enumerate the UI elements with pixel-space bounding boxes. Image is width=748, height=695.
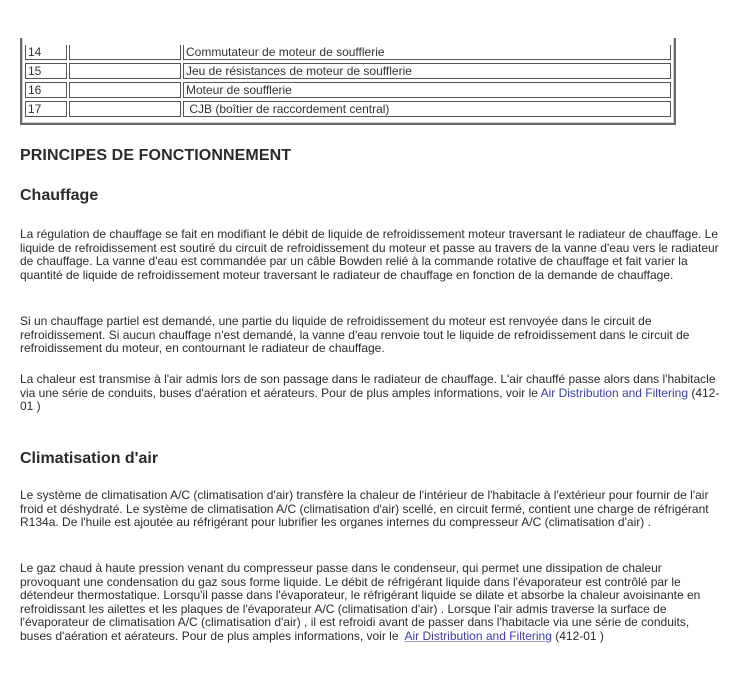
section-reference: (412-01 ) xyxy=(551,628,604,643)
part-number-cell: 14 xyxy=(25,45,67,60)
paragraph-text: Le gaz chaud à haute pression venant du compresseur passe dans le condenseur, qui permet une dissipation de chaleur provoquant une condensation du gaz sous forme liquide. Le débit de réfrigérant liquide dans l'évaporateur est contrôlé par le détendeur thermostatique. Lorsqu'il passe dans l'évaporateur, le réfrigérant liquide se dilate et absorbe la chaleur avoisinante en refroidissant les ailettes et les plaques de l'évaporateur A/C (climatisation d'air) . Lorsque l'air admis traverse la surface de l'évaporateur de climatisation A/C (climatisation d'air) , il est refroidi avant de passer dans l'habitacle via une série de conduits, buses d'aération et aérateurs. Pour de plus amples informations, voir le xyxy=(20,561,704,643)
part-ref-cell xyxy=(69,63,181,79)
air-distribution-link[interactable]: Air Distribution and Filtering xyxy=(404,628,552,643)
part-ref-cell xyxy=(69,101,181,117)
air-distribution-link[interactable]: Air Distribution and Filtering xyxy=(540,385,688,400)
table-row xyxy=(25,63,671,79)
part-number-cell: 15 xyxy=(25,63,67,79)
part-description-cell: Moteur de soufflerie xyxy=(183,82,671,98)
table-row xyxy=(25,82,671,98)
section-reference: (412-01 ) xyxy=(20,385,720,414)
part-number-cell: 17 xyxy=(25,101,67,117)
paragraph-text: La chaleur est transmise à l'air admis lors de son passage dans le radiateur de chauffage. L'air chauffé passe alors dans l'habitacle via une série de conduits, buses d'aération et aérateurs. Pour de plus amples informations, voir le xyxy=(20,372,716,400)
part-description-cell: Commutateur de moteur de soufflerie xyxy=(183,45,671,60)
part-number-cell: 16 xyxy=(25,82,67,98)
chauffage-paragraph-2: Si un chauffage partiel est demandé, une partie du liquide de refroidissement du moteur est renvoyée dans le circuit de refroidissement. Si aucun chauffage n'est demandé, la vanne d'eau renvoie tout le liquide de refroidissement dans le circuit de refroidissement du moteur, en contournant le radiateur de chauffage. xyxy=(20,314,690,356)
chauffage-paragraph-1: La régulation de chauffage se fait en modifiant le débit de liquide de refroidissement moteur traversant le radiateur de chauffage. Le liquide de refroidissement est soutiré du circuit de refroidissement du moteur et passe au travers de la vanne d'eau vers le radiateur de chauffage. La vanne d'eau est commandée par un câble Bowden relié à la commande rotative de chauffage et fait varier la quantité de liquide de refroidissement moteur traversant le radiateur de chauffage en fonction de la demande de chauffage. xyxy=(20,227,719,282)
parts-table xyxy=(23,42,673,120)
heading-chauffage: Chauffage xyxy=(20,187,99,204)
chauffage-paragraph-3 xyxy=(20,373,720,414)
section-title: PRINCIPES DE FONCTIONNEMENT xyxy=(20,147,292,164)
part-ref-cell xyxy=(69,45,181,60)
part-description-cell: CJB (boîtier de raccordement central) xyxy=(183,101,671,117)
climatisation-paragraph-1: Le système de climatisation A/C (climatisation d'air) transfère la chaleur de l'intérieur de l'habitacle à l'extérieur pour fournir de l'air froid et déshydraté. Le système de climatisation A/C (climatisation d'air) scellé, en circuit fermé, contient une charge de réfrigérant R134a. De l'huile est ajoutée au réfrigérant pour lubrifier les organes internes du compresseur A/C (climatisation d'air) . xyxy=(20,488,709,530)
part-ref-cell xyxy=(69,82,181,98)
parts-table-frame xyxy=(20,38,676,125)
table-row xyxy=(25,101,671,117)
climatisation-paragraph-2 xyxy=(20,562,720,644)
part-description-cell: Jeu de résistances de moteur de soufflerie xyxy=(183,63,671,79)
table-row xyxy=(25,45,671,60)
heading-climatisation: Climatisation d'air xyxy=(20,450,159,467)
